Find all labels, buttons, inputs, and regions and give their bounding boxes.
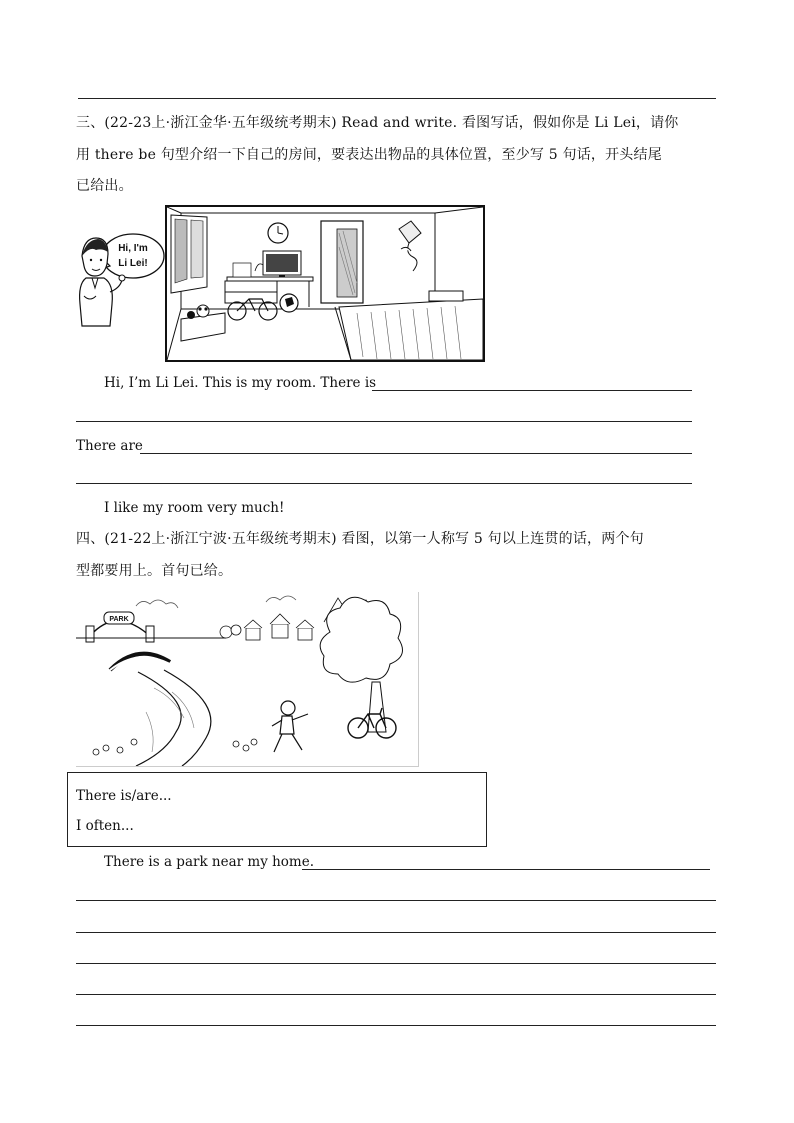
section4-prompt-line2: 型都要用上。首句已给。 (76, 563, 233, 579)
writing-line[interactable] (76, 1025, 716, 1026)
section3-prompt-line1: 三、(22-23上·浙江金华·五年级统考期末) Read and write. 看图写话，假如你是 Li Lei，请你 (76, 115, 679, 131)
writing-line[interactable] (140, 453, 692, 454)
window-icon (171, 215, 207, 293)
section3-closing-sentence: I like my room very much! (104, 500, 285, 516)
bedroom-illustration (167, 207, 483, 360)
football-icon (280, 294, 298, 312)
hint-i-often: I often... (76, 818, 134, 834)
section3-prompt-line2: 用 there be 句型介绍一下自己的房间，要表达出物品的具体位置，至少写 5 句话，开头结尾 (76, 147, 662, 163)
li-lei-illustration (76, 226, 166, 330)
top-rule (78, 98, 716, 99)
park-illustration (76, 592, 418, 766)
writing-line[interactable] (76, 963, 716, 964)
writing-line[interactable] (372, 390, 692, 391)
park-picture (76, 592, 419, 767)
section4-opening-sentence: There is a park near my home. (104, 854, 315, 870)
section3-prompt-line3: 已给出。 (76, 178, 133, 194)
writing-line[interactable] (302, 869, 710, 870)
writing-line[interactable] (76, 932, 716, 933)
section3-opening-sentence: Hi, I’m Li Lei. This is my room. There is (104, 375, 377, 391)
writing-line[interactable] (76, 900, 716, 901)
speech-bubble-line2: Li Lei! (118, 258, 148, 269)
park-sign-text: PARK (109, 616, 129, 623)
hint-there-is-are: There is/are... (76, 788, 172, 804)
there-are-prompt: There are (76, 438, 143, 454)
writing-line[interactable] (76, 994, 716, 995)
writing-line[interactable] (76, 421, 692, 422)
room-picture (165, 205, 485, 362)
speech-bubble-line1: Hi, I'm (118, 243, 148, 254)
door-icon (321, 221, 363, 303)
clock-icon (268, 223, 288, 243)
writing-line[interactable] (76, 483, 692, 484)
section4-prompt-line1: 四、(21-22上·浙江宁波·五年级统考期末) 看图，以第一人称写 5 句以上连贯的话，两个句 (76, 531, 644, 547)
